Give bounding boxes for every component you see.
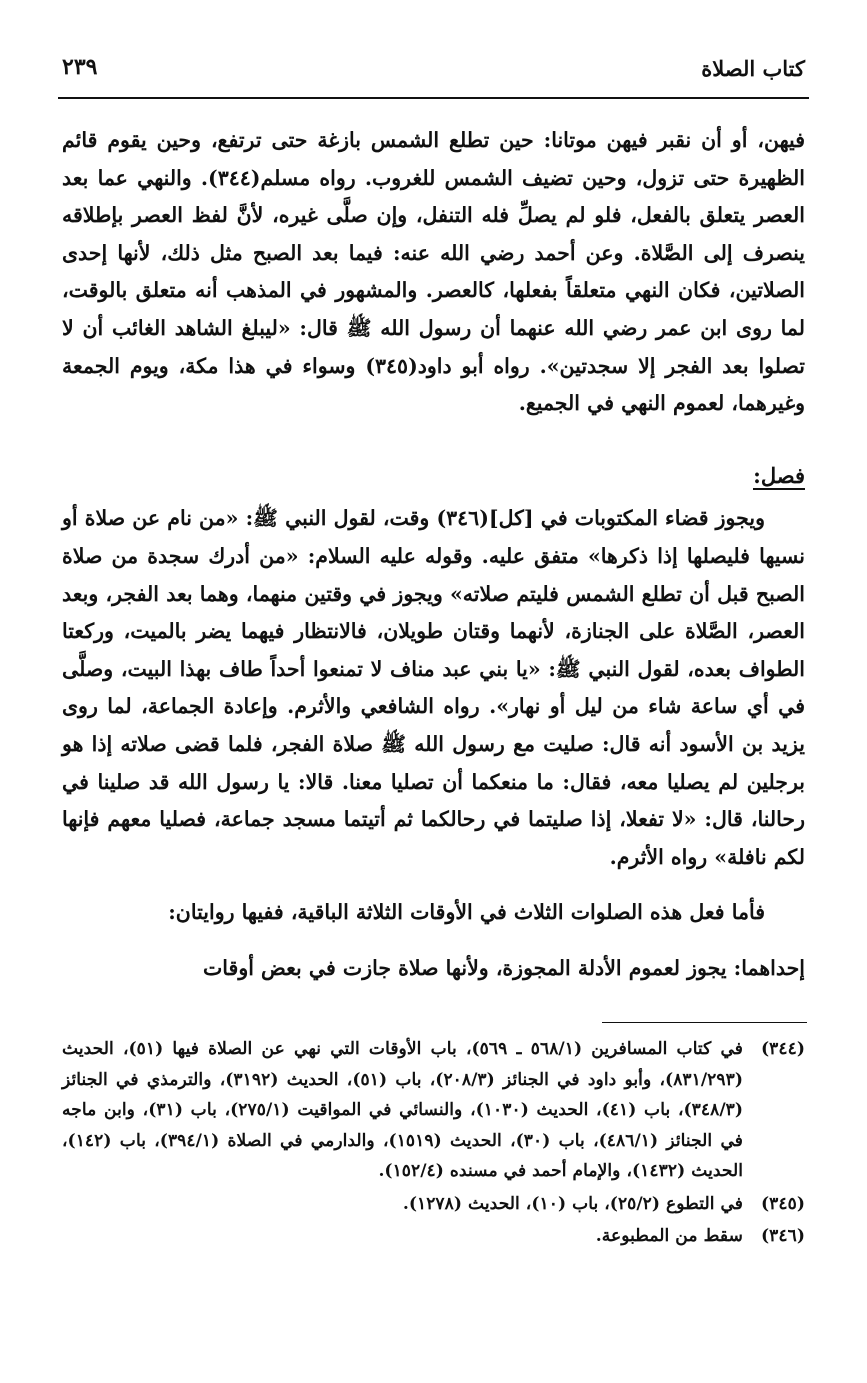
paragraph-1: فيهن، أو أن نقبر فيهن موتانا: حين تطلع الشمس بازغة حتى ترتفع، وحين يقوم قائم الظهيرة حتى تزول، وحين تضيف الشمس للغروب. رواه مسلم(٣٤٤). والنهي عما بعد العصر يتعلق بالفعل، فلو لم يصلِّ فله التنفل، وإن صلَّى غيره، لأنَّ لفظ العصر بإطلاقه ينصرف إلى الصَّلاة. وعن أحمد رضي الله عنه: فيما بعد الصبح مثل ذلك، لأنها إحدى الصلاتين، فكان النهي متعلقاً بفعلها، كالعصر. والمشهور في المذهب أنه متعلق بالوقت، لما روى ابن عمر رضي الله عنهما أن رسول الله ﷺ قال: «ليبلغ الشاهد الغائب أن لا تصلوا بعد الفجر إلا سجدتين». رواه أبو داود(٣٤٥) وسواء في هذا مكة، ويوم الجمعة وغيرهما، لعموم النهي في الجميع.: [62, 128, 805, 416]
page-number: ٢٣٩: [62, 54, 98, 80]
footnote-text: سقط من المطبوعة.: [595, 1226, 743, 1246]
paragraph-4: إحداهما: يجوز لعموم الأدلة المجوزة، ولأنها صلاة جازت في بعض أوقات: [202, 955, 805, 980]
footnote-number: (٣٤٥): [761, 1193, 805, 1214]
header-divider: [58, 97, 809, 99]
paragraph-3: فأما فعل هذه الصلوات الثلاث في الأوقات الثلاثة الباقية، ففيها روايتان:: [168, 900, 765, 925]
footnote: [62, 1034, 805, 1187]
footnote-number: (٣٤٤): [761, 1039, 805, 1059]
section-heading-label: فصل:: [753, 462, 805, 488]
section-heading: [62, 457, 805, 495]
paragraph-2: ويجوز قضاء المكتوبات في [كل](٣٤٦) وقت، لقول النبي ﷺ: «من نام عن صلاة أو نسيها فليصلها إذا ذكرها» متفق عليه. وقوله عليه السلام: «من أدرك سجدة من صلاة الصبح قبل أن تطلع الشمس فليتم صلاته» ويجوز في وقتين منهما، وهما بعد الفجر، وبعد العصر، الصَّلاة على الجنازة، لأنهما وقتان طويلان، فالانتظار فيهما يضر بالميت، وركعتا الطواف بعده، لقول النبي ﷺ: «يا بني عبد مناف لا تمنعوا أحداً طاف بهذا البيت، وصلَّى في أي ساعة شاء من ليل أو نهار». رواه الشافعي والأثرم. وإعادة الجماعة، لما روى يزيد بن الأسود أنه قال: صليت مع رسول الله ﷺ صلاة الفجر، فلما قضى صلاته إذا هو برجلين لم يصليا معه، فقال: ما منعكما أن تصليا معنا. قالا: يا رسول الله قد صلينا في رحالنا، قال: «لا تفعلا، إذا صليتما في رحالكما ثم أتيتما مسجد جماعة، فصليا معهم فإنها لكم نافلة» رواه الأثرم.: [62, 506, 805, 869]
footnote: [62, 1189, 805, 1220]
running-title: كتاب الصلاة: [701, 56, 805, 81]
footnote-text: في التطوع (٢٥/٢)، باب (١٠)، الحديث (١٢٧٨).: [402, 1193, 743, 1214]
main-text: [62, 122, 805, 987]
footnote-text: في كتاب المسافرين (٥٦٨/١ ـ ٥٦٩)، باب الأوقات التي نهي عن الصلاة فيها (٥١)، الحديث (٨٣١/٢٩٣)، وأبو داود في الجنائز (٢٠٨/٣)، باب (٥١)، الحديث (٣١٩٢)، والترمذي في الجنائز (٣٤٨/٣)، باب (٤١)، الحديث (١٠٣٠)، والنسائي في المواقيت (٢٧٥/١)، باب (٣١)، وابن ماجه في الجنائز (٤٨٦/١)، باب (٣٠)، الحديث (١٥١٩)، والدارمي في الصلاة (٣٩٤/١)، باب (١٤٢)، الحديث (١٤٣٢)، والإمام أحمد في مسنده (١٥٢/٤).: [62, 1039, 744, 1181]
footnote-number: (٣٤٦): [761, 1226, 805, 1246]
footnote-divider: [602, 1022, 807, 1023]
footnotes: [62, 1034, 805, 1254]
footnote: [62, 1221, 805, 1252]
